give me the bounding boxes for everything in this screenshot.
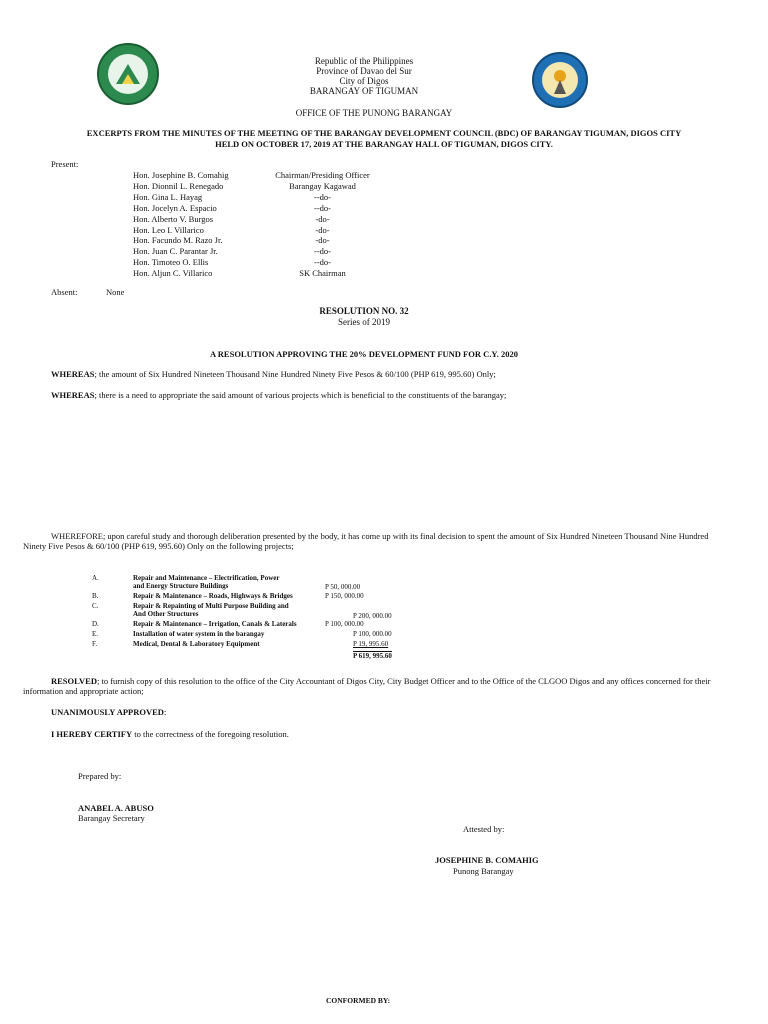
project-letter: D. — [92, 620, 99, 628]
resolved-bold: RESOLVED — [51, 676, 97, 686]
project-letter: C. — [92, 602, 99, 610]
present-member-name: Hon. Alberto V. Burgos — [133, 213, 214, 224]
certify-line — [51, 729, 289, 739]
header-barangay: BARANGAY OF TIGUMAN — [309, 86, 419, 96]
unanimous-colon: : — [163, 707, 167, 717]
project-letter: A. — [92, 574, 99, 582]
header-city: City of Digos — [339, 76, 389, 86]
project-description: Installation of water system in the barangay — [133, 630, 265, 638]
resolved-text: ; to furnish copy of this resolution to the office of the City Accountant of Digos City, City Budget Officer and to the Office of the CLGOO Digos and any offices concerned for their information and appropriate action; — [23, 676, 711, 696]
present-member-role: --do- — [314, 246, 331, 257]
present-member-role: -do- — [315, 224, 330, 235]
unanimous-approved — [51, 707, 166, 717]
project-description: Repair & Maintenance – Irrigation, Canals & Laterals — [133, 620, 297, 628]
secretary-name: ANABEL A. ABUSO — [78, 803, 154, 813]
present-member-name: Hon. Timoteo O. Ellis — [133, 257, 209, 268]
prepared-by-label: Prepared by: — [78, 771, 122, 781]
present-member-role: Chairman/Presiding Officer — [275, 170, 370, 180]
projects-total: P 619, 995.60 — [353, 652, 392, 660]
header-province: Province of Davao del Sur — [316, 66, 412, 76]
present-member-name: Hon. Juan C. Parantar Jr. — [133, 246, 218, 257]
header-office: OFFICE OF THE PUNONG BARANGAY — [295, 108, 453, 118]
captain-title: Punong Barangay — [453, 866, 514, 876]
absent-value: None — [106, 287, 125, 297]
project-description: Repair & Repainting of Multi Purpose Building and — [133, 602, 289, 610]
present-member-name: Hon. Facundo M. Razo Jr. — [133, 235, 223, 246]
present-member-role: --do- — [314, 202, 331, 213]
project-letter: F. — [92, 640, 98, 648]
project-description: Medical, Dental & Laboratory Equipment — [133, 640, 260, 648]
project-amount: P 100, 000.00 — [353, 630, 392, 638]
present-member-name: Hon. Jocelyn A. Espacio — [133, 202, 217, 213]
project-amount: P 150, 000.00 — [325, 592, 364, 600]
certify-text: to the correctness of the foregoing resolution. — [132, 729, 289, 739]
whereas-2-bold: WHEREAS — [51, 390, 95, 400]
whereas-2 — [51, 390, 731, 400]
project-letter: B. — [92, 592, 99, 600]
project-letter: E. — [92, 630, 99, 638]
project-description-cont: and Energy Structure Buildings — [133, 582, 229, 590]
present-member-name: Hon. Leo I. Villarico — [133, 224, 204, 235]
present-member-role: --do- — [314, 191, 331, 202]
captain-name: JOSEPHINE B. COMAHIG — [435, 855, 539, 865]
whereas-2-text: ; there is a need to appropriate the said amount of various projects which is beneficial to the constituents of the barangay; — [94, 390, 507, 400]
excerpt-line-1: EXCERPTS FROM THE MINUTES OF THE MEETING OF THE BARANGAY DEVELOPMENT COUNCIL (BDC) OF BARANGAY TIGUMAN, DIGOS CITY — [86, 128, 682, 138]
resolution-series: Series of 2019 — [338, 317, 390, 327]
present-member-role: -do- — [315, 235, 330, 246]
present-member-role: --do- — [314, 257, 331, 268]
resolved-paragraph — [23, 676, 733, 696]
resolution-title: A RESOLUTION APPROVING THE 20% DEVELOPMENT FUND FOR C.Y. 2020 — [209, 349, 518, 359]
unanimous-bold: UNANIMOUSLY APPROVED — [51, 707, 164, 717]
project-description: Repair & Maintenance – Roads, Highways & Bridges — [133, 592, 293, 600]
resolution-number: RESOLUTION NO. 32 — [319, 306, 409, 316]
conformed-by-label: CONFORMED BY: — [326, 996, 391, 1005]
whereas-1-text: ; the amount of Six Hundred Nineteen Thousand Nine Hundred Ninety Five Pesos & 60/100 (PHP 619, 995.60) Only; — [94, 369, 496, 379]
present-label: Present: — [51, 159, 79, 169]
certify-bold: I HEREBY CERTIFY — [51, 729, 133, 739]
present-member-name: Hon. Gina L. Hayag — [133, 191, 203, 202]
present-member-name: Hon. Aljun C. Villarico — [133, 268, 213, 279]
secretary-title: Barangay Secretary — [78, 813, 145, 823]
wherefore-paragraph: WHEREFORE; upon careful study and thorough deliberation presented by the body, it has come up with its final decision to spent the amount of Six Hundred Nineteen Thousand Nine Hundred Ninety Five Pesos & 60/100 (PHP 619, 995.60) Only on the following projects; — [23, 531, 709, 551]
header-country: Republic of the Philippines — [314, 56, 414, 66]
project-amount: P 200, 000.00 — [353, 612, 392, 620]
present-member-name: Hon. Josephine B. Comahig — [133, 170, 229, 180]
present-member-name: Hon. Dionnil L. Renegado — [133, 180, 224, 191]
project-amount: P 100, 000.00 — [325, 620, 364, 628]
attested-by-label: Attested by: — [463, 824, 505, 834]
project-description-cont: And Other Structures — [133, 610, 199, 618]
project-amount: P 19, 995.60 — [353, 640, 389, 648]
whereas-1 — [51, 369, 731, 379]
absent-label: Absent: — [51, 287, 78, 297]
whereas-1-bold: WHEREAS — [51, 369, 95, 379]
present-member-role: SK Chairman — [299, 268, 346, 279]
project-amount: P 50, 000.00 — [325, 583, 361, 591]
present-member-role: Barangay Kagawad — [289, 180, 356, 191]
present-member-role: -do- — [315, 213, 330, 224]
excerpt-line-2: HELD ON OCTOBER 17, 2019 AT THE BARANGAY HALL OF TIGUMAN, DIGOS CITY. — [215, 139, 553, 149]
project-description: Repair and Maintenance – Electrification, Power — [133, 574, 280, 582]
